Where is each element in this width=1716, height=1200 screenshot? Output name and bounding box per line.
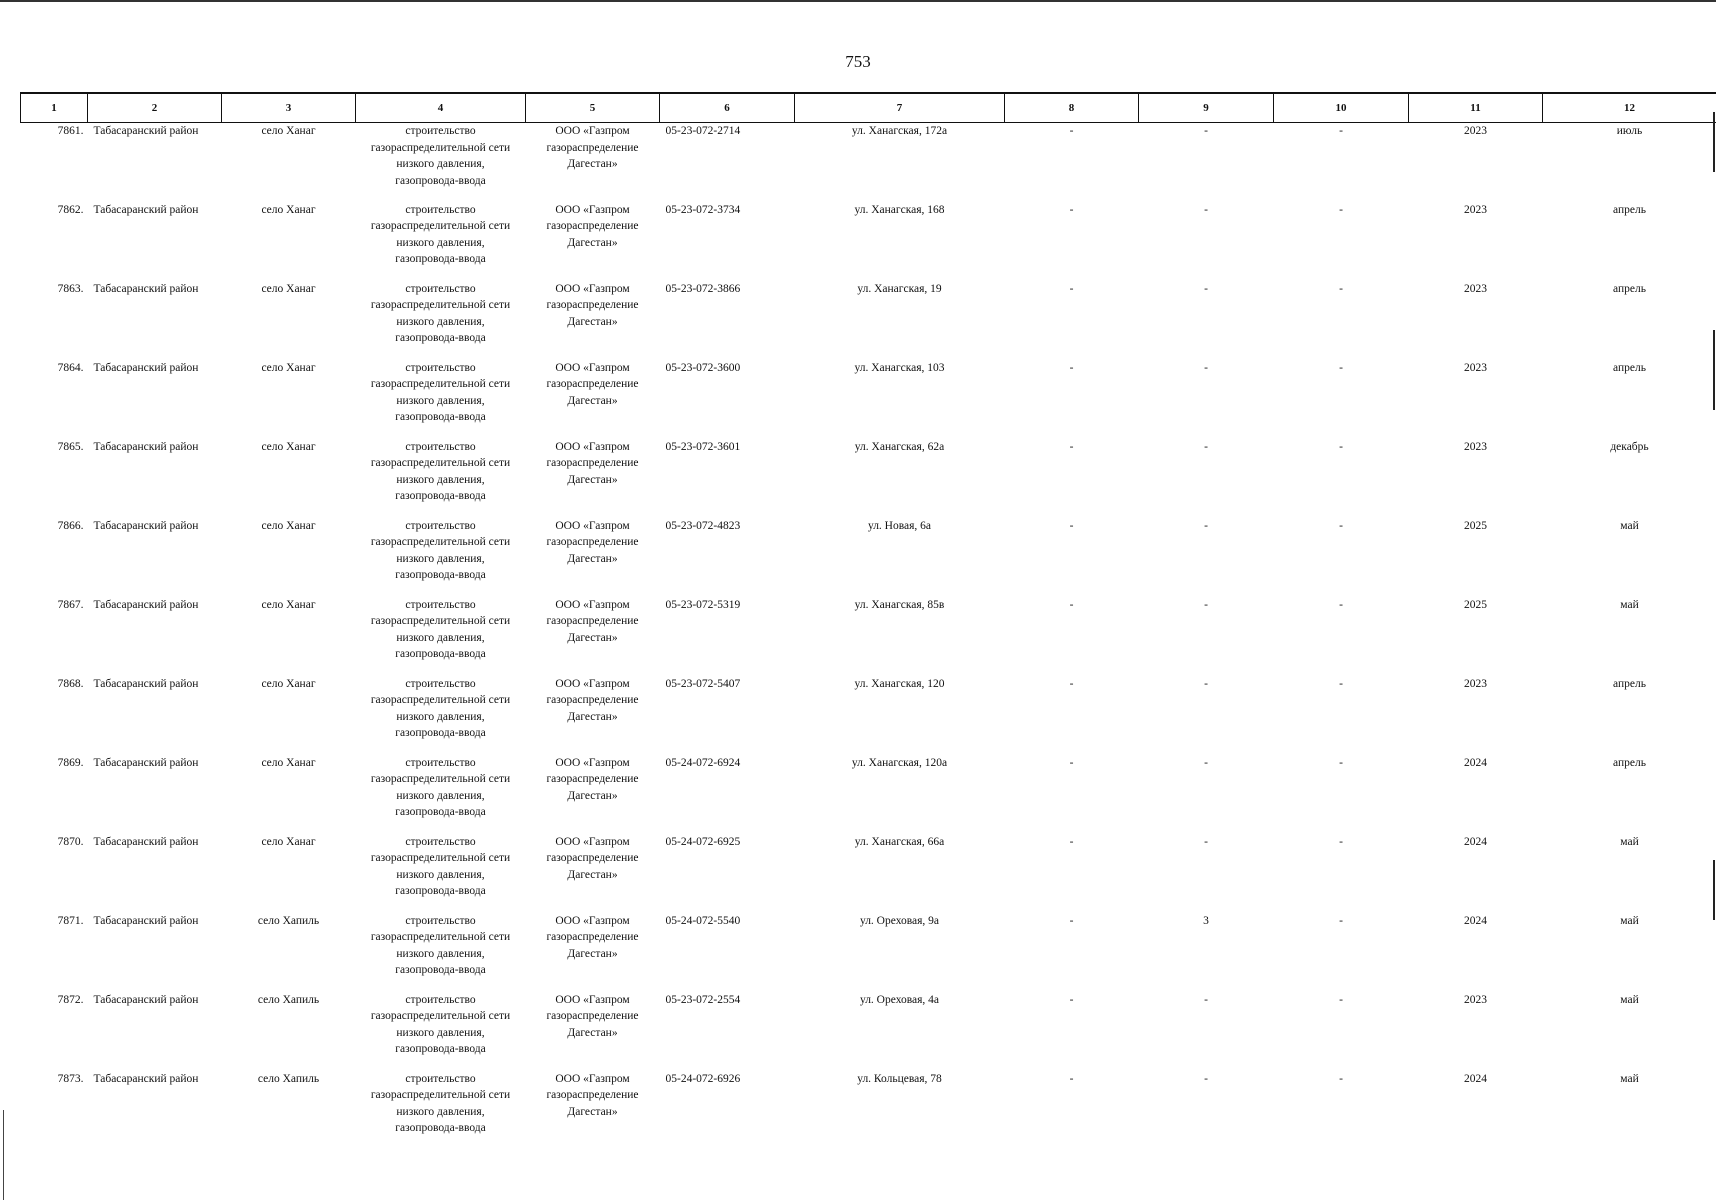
cell-work-type-line: газораспределительной сети <box>370 378 511 390</box>
cell-organization-line: Дагестан» <box>567 394 618 407</box>
cell-district: Табасаранский район <box>93 519 199 532</box>
cell-month: июль <box>1616 125 1643 137</box>
cell-address: ул. Ханагская, 19 <box>857 282 942 295</box>
cell-organization-line: Дагестан» <box>567 631 618 644</box>
cell-organization-line: ООО «Газпром <box>555 440 630 453</box>
cell-month: декабрь <box>1610 440 1649 453</box>
cell-work-type-line: газопровода-ввода <box>395 569 486 581</box>
cell-year: 2023 <box>1464 125 1487 137</box>
cell-work-type-line: газопровода-ввода <box>395 885 486 897</box>
cell-address: ул. Ореховая, 9а <box>859 914 940 927</box>
cell-work-type-line: газопровода-ввода <box>395 411 486 423</box>
cell-organization <box>526 913 660 992</box>
cell-organization-line: газораспределение <box>546 141 639 154</box>
cell-organization <box>526 360 660 439</box>
cell-code: 05-23-072-2714 <box>665 125 741 137</box>
cell-work-type-line: газораспределительной сети <box>370 1089 511 1101</box>
cell-col9: - <box>1204 519 1208 532</box>
cell-col9: - <box>1204 125 1208 137</box>
cell-number: 7862. <box>57 203 84 216</box>
cell-address: ул. Ханагская, 103 <box>854 361 945 374</box>
table-row <box>21 992 1716 1071</box>
cell-organization-line: ООО «Газпром <box>555 756 630 769</box>
cell-number: 7861. <box>57 125 84 137</box>
column-header: 9 <box>1139 93 1274 123</box>
cell-address: ул. Ханагская, 62а <box>854 440 945 453</box>
cell-organization <box>526 439 660 518</box>
cell-work-type-line: строительство <box>405 519 476 532</box>
cell-col9: - <box>1204 598 1208 611</box>
cell-work-type <box>356 202 526 281</box>
cell-organization-line: ООО «Газпром <box>555 993 630 1006</box>
cell-col8: - <box>1069 440 1074 453</box>
cell-work-type-line: низкого давления, <box>396 236 485 249</box>
cell-work-type-line: низкого давления, <box>396 1105 485 1118</box>
data-table <box>20 92 1716 1150</box>
cell-organization-line: Дагестан» <box>567 789 618 802</box>
cell-district: Табасаранский район <box>93 440 199 453</box>
cell-work-type-line: строительство <box>405 993 476 1006</box>
cell-code: 05-23-072-3601 <box>665 440 741 453</box>
cell-month: май <box>1620 1072 1639 1085</box>
cell-work-type-line: газопровода-ввода <box>395 964 486 976</box>
cell-year: 2024 <box>1464 835 1487 848</box>
cell-number: 7868. <box>57 677 84 690</box>
cell-work-type <box>356 597 526 676</box>
table-row <box>21 202 1716 281</box>
cell-work-type-line: низкого давления, <box>396 1026 485 1039</box>
cell-village: село Ханаг <box>261 677 316 690</box>
cell-work-type-line: строительство <box>405 361 476 374</box>
page-number: 753 <box>845 52 871 71</box>
cell-year: 2024 <box>1464 1072 1487 1085</box>
cell-col10: - <box>1339 914 1343 927</box>
cell-col10: - <box>1339 677 1343 690</box>
cell-code: 05-24-072-6926 <box>665 1072 741 1085</box>
cell-work-type-line: газораспределительной сети <box>370 220 511 232</box>
cell-number: 7872. <box>57 993 84 1006</box>
cell-col9: - <box>1204 677 1208 690</box>
cell-organization-line: Дагестан» <box>567 552 618 565</box>
cell-work-type <box>356 755 526 834</box>
cell-work-type-line: низкого давления, <box>396 947 485 960</box>
cell-month: май <box>1620 914 1639 927</box>
cell-address: ул. Кольцевая, 78 <box>857 1072 942 1085</box>
column-header: 6 <box>660 93 795 123</box>
cell-village: село Хапиль <box>257 914 320 927</box>
cell-col8: - <box>1069 914 1074 927</box>
column-header: 7 <box>795 93 1005 123</box>
cell-col10: - <box>1339 282 1343 295</box>
cell-work-type-line: газопровода-ввода <box>395 332 486 344</box>
cell-code: 05-23-072-4823 <box>665 519 741 532</box>
cell-village: село Ханаг <box>261 125 316 137</box>
cell-work-type <box>356 1071 526 1150</box>
cell-work-type-line: газопровода-ввода <box>395 1122 486 1134</box>
cell-work-type-line: строительство <box>405 1072 476 1085</box>
cell-work-type-line: низкого давления, <box>396 158 485 170</box>
cell-col8: - <box>1069 282 1074 295</box>
cell-year: 2023 <box>1464 361 1487 374</box>
cell-col8: - <box>1069 756 1074 769</box>
cell-organization <box>526 597 660 676</box>
cell-year: 2023 <box>1464 677 1487 690</box>
cell-organization-line: Дагестан» <box>567 947 618 960</box>
cell-work-type-line: газопровода-ввода <box>395 174 486 187</box>
cell-organization <box>526 755 660 834</box>
cell-year: 2025 <box>1464 598 1487 611</box>
cell-address: ул. Ханагская, 120 <box>854 677 945 690</box>
cell-year: 2025 <box>1464 519 1487 532</box>
cell-organization-line: ООО «Газпром <box>555 677 630 690</box>
table-row <box>21 360 1716 439</box>
cell-district: Табасаранский район <box>93 835 199 848</box>
cell-col10: - <box>1339 361 1343 374</box>
cell-work-type-line: газопровода-ввода <box>395 1043 486 1055</box>
cell-work-type-line: строительство <box>405 598 476 611</box>
cell-organization <box>526 676 660 755</box>
cell-col9: - <box>1204 756 1208 769</box>
cell-organization-line: ООО «Газпром <box>555 598 630 611</box>
cell-month: май <box>1620 835 1639 848</box>
cell-work-type-line: газораспределительной сети <box>370 931 511 943</box>
cell-district: Табасаранский район <box>93 125 199 137</box>
cell-village: село Ханаг <box>261 361 316 374</box>
cell-organization <box>526 281 660 360</box>
cell-month: май <box>1620 993 1639 1006</box>
cell-col10: - <box>1339 125 1343 137</box>
cell-month: апрель <box>1613 361 1646 374</box>
cell-organization-line: газораспределение <box>546 694 639 706</box>
cell-year: 2023 <box>1464 282 1487 295</box>
cell-organization <box>526 1071 660 1150</box>
edge-mark <box>1713 860 1715 920</box>
cell-col8: - <box>1069 519 1074 532</box>
cell-work-type-line: строительство <box>405 203 476 216</box>
table-row <box>21 518 1716 597</box>
cell-work-type <box>356 123 526 202</box>
cell-col8: - <box>1069 598 1074 611</box>
cell-village: село Ханаг <box>261 440 316 453</box>
cell-work-type-line: газораспределительной сети <box>370 141 511 154</box>
cell-district: Табасаранский район <box>93 677 199 690</box>
cell-col9: - <box>1204 1072 1208 1085</box>
cell-organization-line: газораспределение <box>546 773 639 785</box>
cell-address: ул. Ханагская, 66а <box>854 835 945 848</box>
cell-organization-line: ООО «Газпром <box>555 125 630 137</box>
cell-work-type <box>356 439 526 518</box>
cell-work-type-line: низкого давления, <box>396 789 485 802</box>
cell-work-type-line: строительство <box>405 282 476 295</box>
margin-line <box>3 1110 4 1200</box>
cell-code: 05-24-072-6924 <box>665 756 741 769</box>
cell-organization <box>526 834 660 913</box>
cell-organization-line: Дагестан» <box>567 315 618 328</box>
cell-organization <box>526 518 660 597</box>
table-row <box>21 913 1716 992</box>
cell-work-type-line: строительство <box>405 756 476 769</box>
cell-col9: - <box>1204 993 1208 1006</box>
cell-organization-line: ООО «Газпром <box>555 361 630 374</box>
cell-work-type-line: газораспределительной сети <box>370 615 511 627</box>
cell-organization-line: газораспределение <box>546 852 639 864</box>
cell-col8: - <box>1069 677 1074 690</box>
cell-year: 2023 <box>1464 203 1487 216</box>
cell-col10: - <box>1339 1072 1343 1085</box>
cell-organization-line: газораспределение <box>546 378 639 390</box>
cell-organization-line: газораспределение <box>546 536 639 548</box>
cell-organization-line: ООО «Газпром <box>555 835 630 848</box>
cell-village: село Хапиль <box>257 1072 320 1085</box>
cell-district: Табасаранский район <box>93 361 199 374</box>
cell-organization-line: газораспределение <box>546 220 639 232</box>
cell-address: ул. Ханагская, 168 <box>854 203 945 216</box>
cell-work-type <box>356 913 526 992</box>
column-header: 1 <box>21 93 88 123</box>
cell-work-type-line: газораспределительной сети <box>370 457 511 469</box>
cell-organization-line: ООО «Газпром <box>555 914 630 927</box>
cell-organization-line: Дагестан» <box>567 1026 618 1039</box>
cell-work-type-line: газораспределительной сети <box>370 852 511 864</box>
header-row <box>21 93 1716 123</box>
cell-organization <box>526 992 660 1071</box>
cell-district: Табасаранский район <box>93 914 199 927</box>
cell-village: село Ханаг <box>261 203 316 216</box>
top-rule <box>0 0 1716 2</box>
cell-col9: - <box>1204 440 1208 453</box>
cell-village: село Ханаг <box>261 519 316 532</box>
cell-month: апрель <box>1613 756 1646 769</box>
cell-col9: - <box>1204 835 1208 848</box>
cell-work-type-line: низкого давления, <box>396 394 485 407</box>
cell-work-type-line: низкого давления, <box>396 315 485 328</box>
cell-code: 05-24-072-5540 <box>665 914 741 927</box>
cell-work-type-line: низкого давления, <box>396 868 485 881</box>
cell-month: май <box>1620 598 1639 611</box>
cell-work-type-line: газораспределительной сети <box>370 694 511 706</box>
cell-month: апрель <box>1613 677 1646 690</box>
cell-work-type-line: газораспределительной сети <box>370 1010 511 1022</box>
cell-district: Табасаранский район <box>93 598 199 611</box>
table-row <box>21 123 1716 202</box>
cell-work-type-line: строительство <box>405 914 476 927</box>
cell-year: 2023 <box>1464 993 1487 1006</box>
column-header: 10 <box>1274 93 1409 123</box>
cell-code: 05-23-072-3866 <box>665 282 741 295</box>
edge-mark <box>1713 330 1715 410</box>
table-row <box>21 1071 1716 1150</box>
cell-organization-line: ООО «Газпром <box>555 1072 630 1085</box>
table-row <box>21 281 1716 360</box>
cell-work-type-line: строительство <box>405 677 476 690</box>
cell-number: 7865. <box>57 440 84 453</box>
cell-work-type-line: газораспределительной сети <box>370 299 511 311</box>
cell-village: село Ханаг <box>261 835 316 848</box>
cell-work-type-line: газораспределительной сети <box>370 773 511 785</box>
cell-code: 05-23-072-3600 <box>665 361 741 374</box>
cell-col8: - <box>1069 125 1074 137</box>
cell-code: 05-23-072-5319 <box>665 598 741 611</box>
cell-col10: - <box>1339 440 1343 453</box>
cell-district: Табасаранский район <box>93 282 199 295</box>
table-row <box>21 676 1716 755</box>
cell-address: ул. Ханагская, 85в <box>854 598 945 611</box>
cell-organization-line: Дагестан» <box>567 868 618 881</box>
cell-work-type <box>356 834 526 913</box>
cell-number: 7870. <box>57 835 84 848</box>
cell-address: ул. Ореховая, 4а <box>859 993 940 1006</box>
table-row <box>21 439 1716 518</box>
cell-work-type-line: газопровода-ввода <box>395 806 486 818</box>
cell-work-type-line: газопровода-ввода <box>395 253 486 265</box>
cell-organization-line: газораспределение <box>546 615 639 627</box>
edge-mark <box>1713 112 1715 172</box>
cell-col8: - <box>1069 993 1074 1006</box>
cell-organization-line: ООО «Газпром <box>555 282 630 295</box>
cell-work-type-line: низкого давления, <box>396 631 485 644</box>
cell-col9: 3 <box>1203 914 1209 927</box>
cell-number: 7863. <box>57 282 84 295</box>
cell-col8: - <box>1069 1072 1074 1085</box>
cell-col8: - <box>1069 361 1074 374</box>
cell-col10: - <box>1339 756 1343 769</box>
cell-number: 7866. <box>57 519 84 532</box>
cell-organization-line: Дагестан» <box>567 710 618 723</box>
cell-col10: - <box>1339 203 1343 216</box>
cell-number: 7867. <box>57 598 84 611</box>
cell-number: 7873. <box>57 1072 84 1085</box>
table-row <box>21 834 1716 913</box>
cell-organization-line: Дагестан» <box>567 158 618 170</box>
cell-organization-line: Дагестан» <box>567 473 618 486</box>
cell-col10: - <box>1339 598 1343 611</box>
cell-month: май <box>1620 519 1639 532</box>
cell-work-type-line: строительство <box>405 440 476 453</box>
cell-work-type <box>356 676 526 755</box>
column-header: 5 <box>526 93 660 123</box>
cell-number: 7871. <box>57 914 84 927</box>
cell-organization-line: газораспределение <box>546 1010 639 1022</box>
cell-col8: - <box>1069 203 1074 216</box>
cell-work-type <box>356 360 526 439</box>
cell-work-type <box>356 518 526 597</box>
cell-organization-line: газораспределение <box>546 931 639 943</box>
table-body <box>21 123 1716 1150</box>
cell-address: ул. Ханагская, 172а <box>851 125 948 137</box>
cell-village: село Ханаг <box>261 282 316 295</box>
cell-district: Табасаранский район <box>93 203 199 216</box>
table-row <box>21 755 1716 834</box>
column-header: 11 <box>1409 93 1543 123</box>
cell-district: Табасаранский район <box>93 993 199 1006</box>
cell-work-type <box>356 992 526 1071</box>
cell-district: Табасаранский район <box>93 756 199 769</box>
cell-col8: - <box>1069 835 1074 848</box>
cell-code: 05-24-072-6925 <box>665 835 741 848</box>
cell-work-type-line: строительство <box>405 835 476 848</box>
cell-organization-line: ООО «Газпром <box>555 203 630 216</box>
cell-work-type-line: строительство <box>405 125 476 137</box>
column-header: 8 <box>1005 93 1139 123</box>
cell-village: село Хапиль <box>257 993 320 1006</box>
cell-address: ул. Ханагская, 120а <box>851 756 948 769</box>
cell-work-type-line: газораспределительной сети <box>370 536 511 548</box>
cell-work-type-line: газопровода-ввода <box>395 490 486 502</box>
cell-col9: - <box>1204 282 1208 295</box>
cell-year: 2024 <box>1464 914 1487 927</box>
cell-district: Табасаранский район <box>93 1072 199 1085</box>
cell-organization <box>526 123 660 202</box>
cell-organization <box>526 202 660 281</box>
column-header: 3 <box>222 93 356 123</box>
cell-number: 7864. <box>57 361 84 374</box>
cell-col9: - <box>1204 203 1208 216</box>
cell-work-type-line: газопровода-ввода <box>395 648 486 660</box>
cell-organization-line: газораспределение <box>546 299 639 311</box>
cell-col10: - <box>1339 993 1343 1006</box>
column-header: 2 <box>88 93 222 123</box>
cell-code: 05-23-072-5407 <box>665 677 741 690</box>
cell-work-type-line: низкого давления, <box>396 473 485 486</box>
cell-organization-line: Дагестан» <box>567 1105 618 1118</box>
cell-number: 7869. <box>57 756 84 769</box>
table-row <box>21 597 1716 676</box>
cell-col9: - <box>1204 361 1208 374</box>
cell-work-type-line: газопровода-ввода <box>395 727 486 739</box>
cell-organization-line: ООО «Газпром <box>555 519 630 532</box>
cell-work-type-line: низкого давления, <box>396 710 485 723</box>
cell-address: ул. Новая, 6а <box>867 519 932 532</box>
cell-organization-line: газораспределение <box>546 457 639 469</box>
cell-organization-line: Дагестан» <box>567 236 618 249</box>
cell-village: село Ханаг <box>261 598 316 611</box>
cell-code: 05-23-072-2554 <box>665 993 741 1006</box>
column-header: 12 <box>1543 93 1716 123</box>
cell-col10: - <box>1339 835 1343 848</box>
cell-year: 2023 <box>1464 440 1487 453</box>
cell-code: 05-23-072-3734 <box>665 203 741 216</box>
cell-village: село Ханаг <box>261 756 316 769</box>
cell-organization-line: газораспределение <box>546 1089 639 1101</box>
cell-work-type-line: низкого давления, <box>396 552 485 565</box>
cell-month: апрель <box>1613 203 1646 216</box>
cell-work-type <box>356 281 526 360</box>
cell-col10: - <box>1339 519 1343 532</box>
cell-year: 2024 <box>1464 756 1487 769</box>
cell-month: апрель <box>1613 282 1646 295</box>
column-header: 4 <box>356 93 526 123</box>
